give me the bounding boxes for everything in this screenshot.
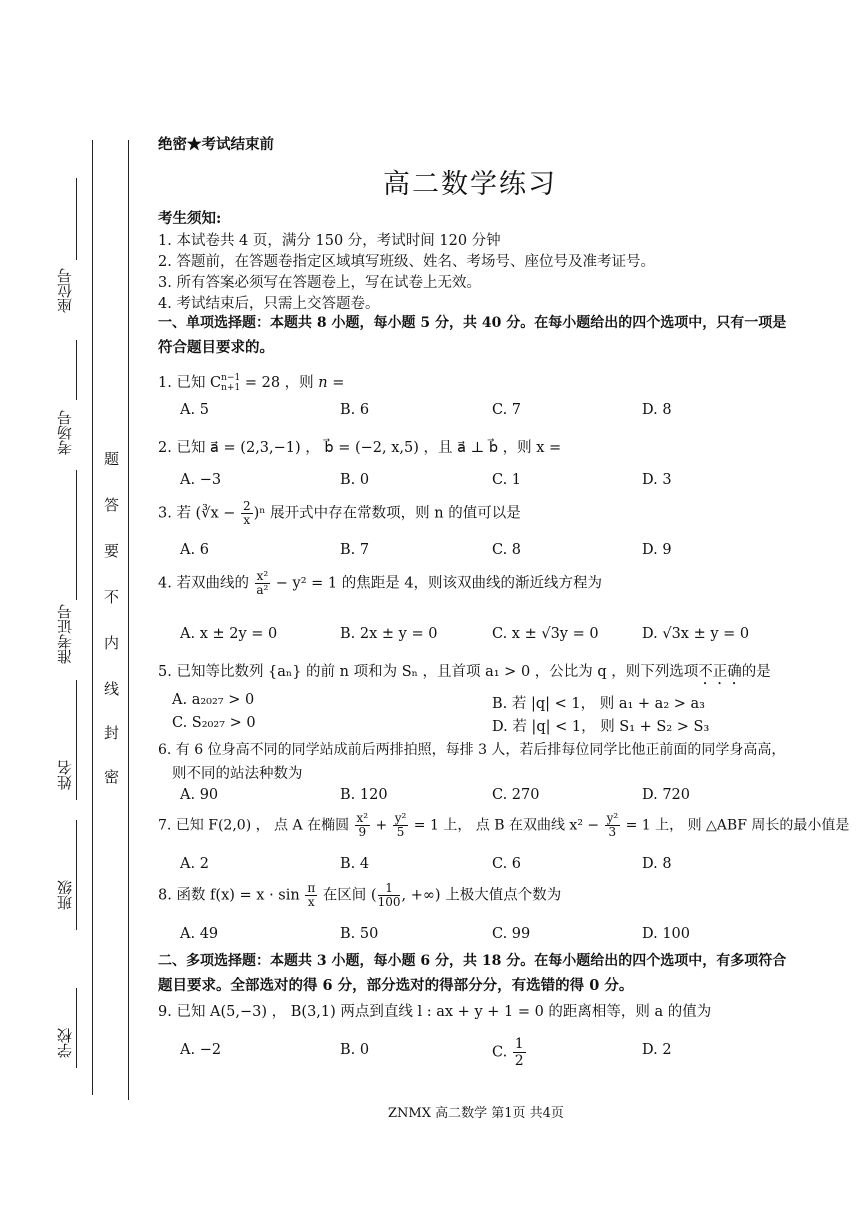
page-footer: ZNMX 高二数学 第1页 共4页 <box>388 1106 564 1121</box>
page-title: 高二数学练习 <box>383 169 557 200</box>
section1-heading: 一、单项选择题：本题共 8 小题，每小题 5 分，共 40 分。在每小题给出的四个选项中，只有一项是 <box>158 315 787 331</box>
exam-number-line <box>76 470 77 600</box>
exam-number-label: 准考证号 <box>56 604 74 664</box>
name-line <box>76 680 77 800</box>
q5-option-c: C. S₂₀₂₇ > 0 <box>172 715 256 731</box>
notice-item: 3. 所有答案必须写在答题卷上，写在试卷上无效。 <box>158 275 481 291</box>
q7-option-d: D. 8 <box>642 856 672 872</box>
q6-option-b: B. 120 <box>340 787 388 803</box>
q4-option-d: D. √3x ± y = 0 <box>642 626 750 642</box>
notice-item: 1. 本试卷共 4 页，满分 150 分，考试时间 120 分钟 <box>158 233 501 249</box>
question-5-stem: 5. 已知等比数列 {aₙ} 的前 n 项和为 Sₙ ，且首项 a₁ > 0 ，公比为 q ，则下列选项不正确的是 <box>158 664 771 680</box>
seat-number-label: 座位号 <box>56 268 74 313</box>
q8-option-a: A. 49 <box>180 926 219 942</box>
question-8-stem: 8. 函数 f(x) = x · sin $\frac{\pi}{x}$ 在区间 ( $\frac{1}{100}$ , +∞) 上极大值点个数为 <box>158 881 562 909</box>
q3-option-d: D. 9 <box>642 542 672 558</box>
q4-option-a: A. x ± 2y = 0 <box>180 626 278 642</box>
seal-char-5: 内 <box>104 634 120 652</box>
q4-option-b: B. 2x ± y = 0 <box>340 626 438 642</box>
q5-option-a: A. a₂₀₂₇ > 0 <box>172 692 255 708</box>
q5-option-d: D. 若 |q| < 1， 则 S₁ + S₂ > S₃ <box>492 719 710 735</box>
q2-option-b: B. 0 <box>340 472 370 488</box>
q9-option-a: A. −2 <box>180 1042 222 1058</box>
question-1-stem: 1. 已知 C n−1 n+1 = 28 ，则 n = <box>158 373 345 393</box>
q3-option-c: C. 8 <box>492 542 522 558</box>
q7-option-c: C. 6 <box>492 856 522 872</box>
q7-option-a: A. 2 <box>180 856 209 872</box>
q8-option-b: B. 50 <box>340 926 379 942</box>
secret-label: 绝密★考试结束前 <box>158 136 274 153</box>
question-9-stem: 9. 已知 A(5,−3) ， B(3,1) 两点到直线 l : ax + y + 1 = 0 的距离相等，则 a 的值为 <box>158 1004 712 1020</box>
notice-heading: 考生须知: <box>158 210 222 227</box>
exam-room-label: 考场号 <box>56 410 74 455</box>
seat-number-line <box>76 178 77 260</box>
question-6-stem-cont: 则不同的站法种数为 <box>172 766 303 782</box>
q2-option-a: A. −3 <box>180 472 222 488</box>
question-3-stem: 3. 若 (∛x − $\frac{2}{x}$ )ⁿ 展开式中存在常数项，则 n 的值可以是 <box>158 499 521 527</box>
section2-heading-cont: 题目要求。全部选对的得 6 分，部分选对的得部分分，有选错的得 0 分。 <box>158 977 634 994</box>
q8-option-c: C. 99 <box>492 926 531 942</box>
q1-option-d: D. 8 <box>642 402 672 418</box>
q5-option-b: B. 若 |q| < 1， 则 a₁ + a₂ > a₃ <box>492 696 705 712</box>
class-line <box>76 820 77 930</box>
notice-item: 2. 答题前，在答题卷指定区域填写班级、姓名、考场号、座位号及准考证号。 <box>158 254 655 270</box>
name-label: 姓名 <box>56 760 74 790</box>
seal-char-8: 密 <box>104 768 120 786</box>
q1-option-c: C. 7 <box>492 402 522 418</box>
question-6-stem: 6. 有 6 位身高不同的同学站成前后两排拍照，每排 3 人，若后排每位同学比他正前面的同学身高高， <box>158 742 786 758</box>
question-2-stem: 2. 已知 a⃗ = (2,3,−1) ， b⃗ = (−2, x,5) ，且 a⃗ ⊥ b⃗ ，则 x = <box>158 440 562 456</box>
seal-char-6: 线 <box>104 680 120 698</box>
class-label: 班级 <box>56 880 74 910</box>
q8-option-d: D. 100 <box>642 926 691 942</box>
q9-option-c: C. $\frac{1}{2}$ <box>492 1036 524 1069</box>
section2-heading: 二、多项选择题：本题共 3 小题，每小题 6 分，共 18 分。在每小题给出的四个选项中，有多项符合 <box>158 953 787 969</box>
q3-option-a: A. 6 <box>180 542 209 558</box>
q7-option-b: B. 4 <box>340 856 370 872</box>
seal-char-3: 要 <box>104 542 120 560</box>
school-label: 学校 <box>56 1028 74 1058</box>
q6-option-d: D. 720 <box>642 787 691 803</box>
margin-line-left <box>92 140 93 1095</box>
question-4-stem: 4. 若双曲线的 $\frac{\text{x²}}{\text{a²}}$ − y² = 1 的焦距是 4，则该双曲线的渐近线方程为 <box>158 569 603 597</box>
margin-line-right <box>128 140 129 1100</box>
q3-option-b: B. 7 <box>340 542 370 558</box>
question-7-stem: 7. 已知 F(2,0) ， 点 A 在椭圆 $\frac{\text{x²}}{9}$ + $\frac{\text{y²}}{5}$ = 1 上， 点 B 在双曲线 x² − $\frac{\text{y²}}{3}$ = 1 上， 则 △ABF 周长的最小值是 <box>158 811 850 839</box>
section1-heading-cont: 符合题目要求的。 <box>158 339 274 356</box>
q1-option-a: A. 5 <box>180 402 209 418</box>
seal-char-4: 不 <box>104 588 120 606</box>
q2-option-c: C. 1 <box>492 472 522 488</box>
q9-option-d: D. 2 <box>642 1042 672 1058</box>
q4-option-c: C. x ± √3y = 0 <box>492 626 599 642</box>
q2-option-d: D. 3 <box>642 472 672 488</box>
seal-char-2: 答 <box>104 496 120 514</box>
seal-char-1: 题 <box>104 450 120 468</box>
q1-option-b: B. 6 <box>340 402 370 418</box>
q6-option-a: A. 90 <box>180 787 219 803</box>
notice-item: 4. 考试结束后，只需上交答题卷。 <box>158 296 380 312</box>
q6-option-c: C. 270 <box>492 787 540 803</box>
q9-option-b: B. 0 <box>340 1042 370 1058</box>
seal-char-7: 封 <box>104 724 120 742</box>
exam-room-line <box>76 340 77 400</box>
school-line <box>76 988 77 1068</box>
